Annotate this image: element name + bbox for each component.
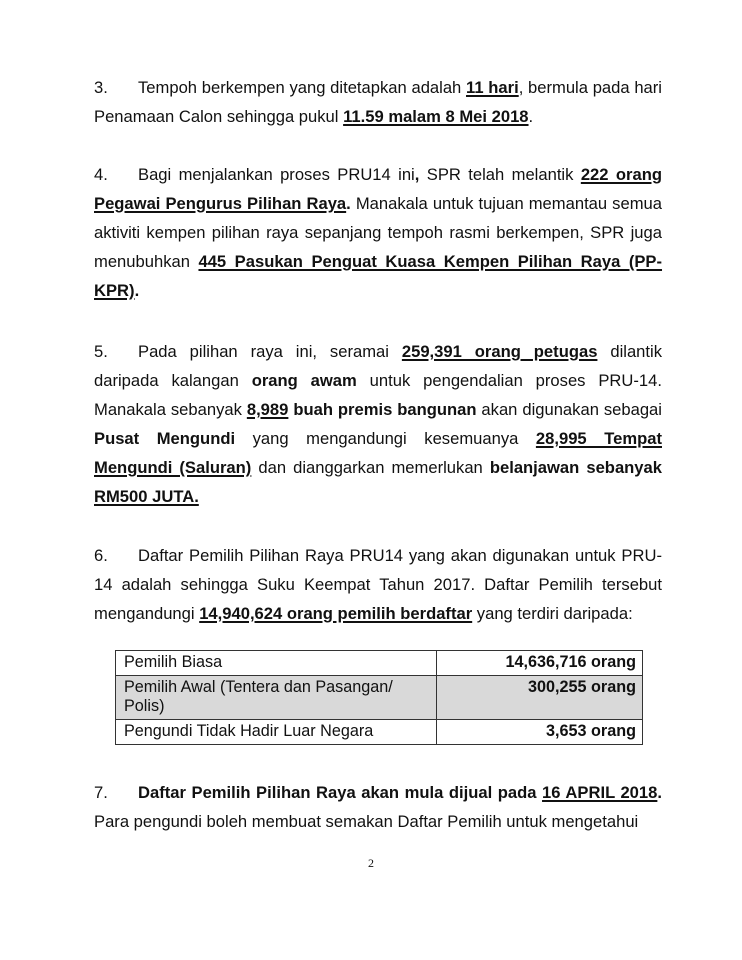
emphasis-text: buah premis bangunan <box>293 400 477 419</box>
body-text: Para pengundi boleh membuat semakan Daftar Pemilih untuk mengetahui <box>94 812 639 831</box>
paragraph-6 <box>94 541 662 628</box>
emphasis-text: 445 Pasukan Penguat Kuasa Kempen Pilihan Raya (PP-KPR) <box>94 252 663 300</box>
table-cell-label: Pemilih Awal (Tentera dan Pasangan/ Polis) <box>116 676 437 720</box>
page-number: 2 <box>368 856 374 870</box>
voter-breakdown-table <box>115 650 643 745</box>
table-cell-value: 3,653 orang <box>437 720 643 745</box>
body-text: yang terdiri daripada: <box>472 604 633 623</box>
emphasis-text: 222 orang Pegawai Pengurus Pilihan Raya <box>94 165 662 213</box>
emphasis-text: , <box>414 165 420 184</box>
table-row <box>116 720 643 745</box>
emphasis-text: orang awam <box>251 371 357 390</box>
table-cell-value: 300,255 orang <box>437 676 643 720</box>
body-text: Bagi menjalankan proses PRU14 ini <box>138 165 415 184</box>
body-text: akan digunakan sebagai <box>476 400 662 419</box>
emphasis-text: 11.59 malam 8 Mei 2018 <box>343 107 529 126</box>
emphasis-text: RM500 JUTA. <box>94 487 199 506</box>
body-text: dan dianggarkan memerlukan <box>251 458 490 477</box>
body-text: , bermula pada hari Penamaan Calon sehingga pukul <box>94 78 662 126</box>
paragraph-number: 7. <box>94 783 108 802</box>
body-text: dilantik daripada kalangan <box>94 342 662 390</box>
paragraph-number: 5. <box>94 342 108 361</box>
emphasis-text: 28,995 Tempat Mengundi (Saluran) <box>94 429 662 477</box>
emphasis-text: . <box>134 281 140 300</box>
body-text: SPR telah melantik <box>419 165 581 184</box>
emphasis-text: 259,391 orang petugas <box>401 342 598 361</box>
emphasis-text: belanjawan sebanyak <box>489 458 662 477</box>
body-text: Daftar Pemilih Pilihan Raya PRU14 yang akan digunakan untuk PRU-14 adalah sehingga Suku Keempat Tahun 2017. Daftar Pemilih tersebut mengandungi <box>94 546 662 623</box>
body-text: untuk pengendalian proses PRU-14. Manakala sebanyak <box>94 371 662 419</box>
body-text: Pada pilihan raya ini, seramai <box>138 342 402 361</box>
body-text: . <box>528 107 534 126</box>
body-text: Manakala untuk tujuan memantau semua aktiviti kempen pilihan raya sepanjang tempoh rasmi berkempen, SPR juga menubuhkan <box>94 194 662 271</box>
table-cell-label: Pengundi Tidak Hadir Luar Negara <box>116 720 437 745</box>
emphasis-text: Pusat Mengundi <box>94 429 236 448</box>
emphasis-text: . <box>346 194 351 213</box>
paragraph-5 <box>94 337 662 511</box>
table-row <box>116 676 643 720</box>
emphasis-text: 11 hari <box>466 78 519 97</box>
paragraph-number: 4. <box>94 165 108 184</box>
emphasis-text: Daftar Pemilih Pilihan Raya akan mula dijual pada <box>138 783 543 802</box>
body-text: Tempoh berkempen yang ditetapkan adalah <box>138 78 467 97</box>
body-text: yang mengandungi kesemuanya <box>235 429 536 448</box>
table-cell-label: Pemilih Biasa <box>116 651 437 676</box>
emphasis-text: . <box>657 783 662 802</box>
table-row <box>116 651 643 676</box>
paragraph-3 <box>94 73 662 131</box>
paragraph-7 <box>94 778 662 836</box>
emphasis-text: 8,989 <box>246 400 289 419</box>
paragraph-number: 6. <box>94 546 108 565</box>
paragraph-4 <box>94 160 662 305</box>
paragraph-number: 3. <box>94 78 108 97</box>
table-cell-value: 14,636,716 orang <box>437 651 643 676</box>
emphasis-text: 14,940,624 orang pemilih berdaftar <box>199 604 473 623</box>
emphasis-text: 16 APRIL 2018 <box>542 783 658 802</box>
